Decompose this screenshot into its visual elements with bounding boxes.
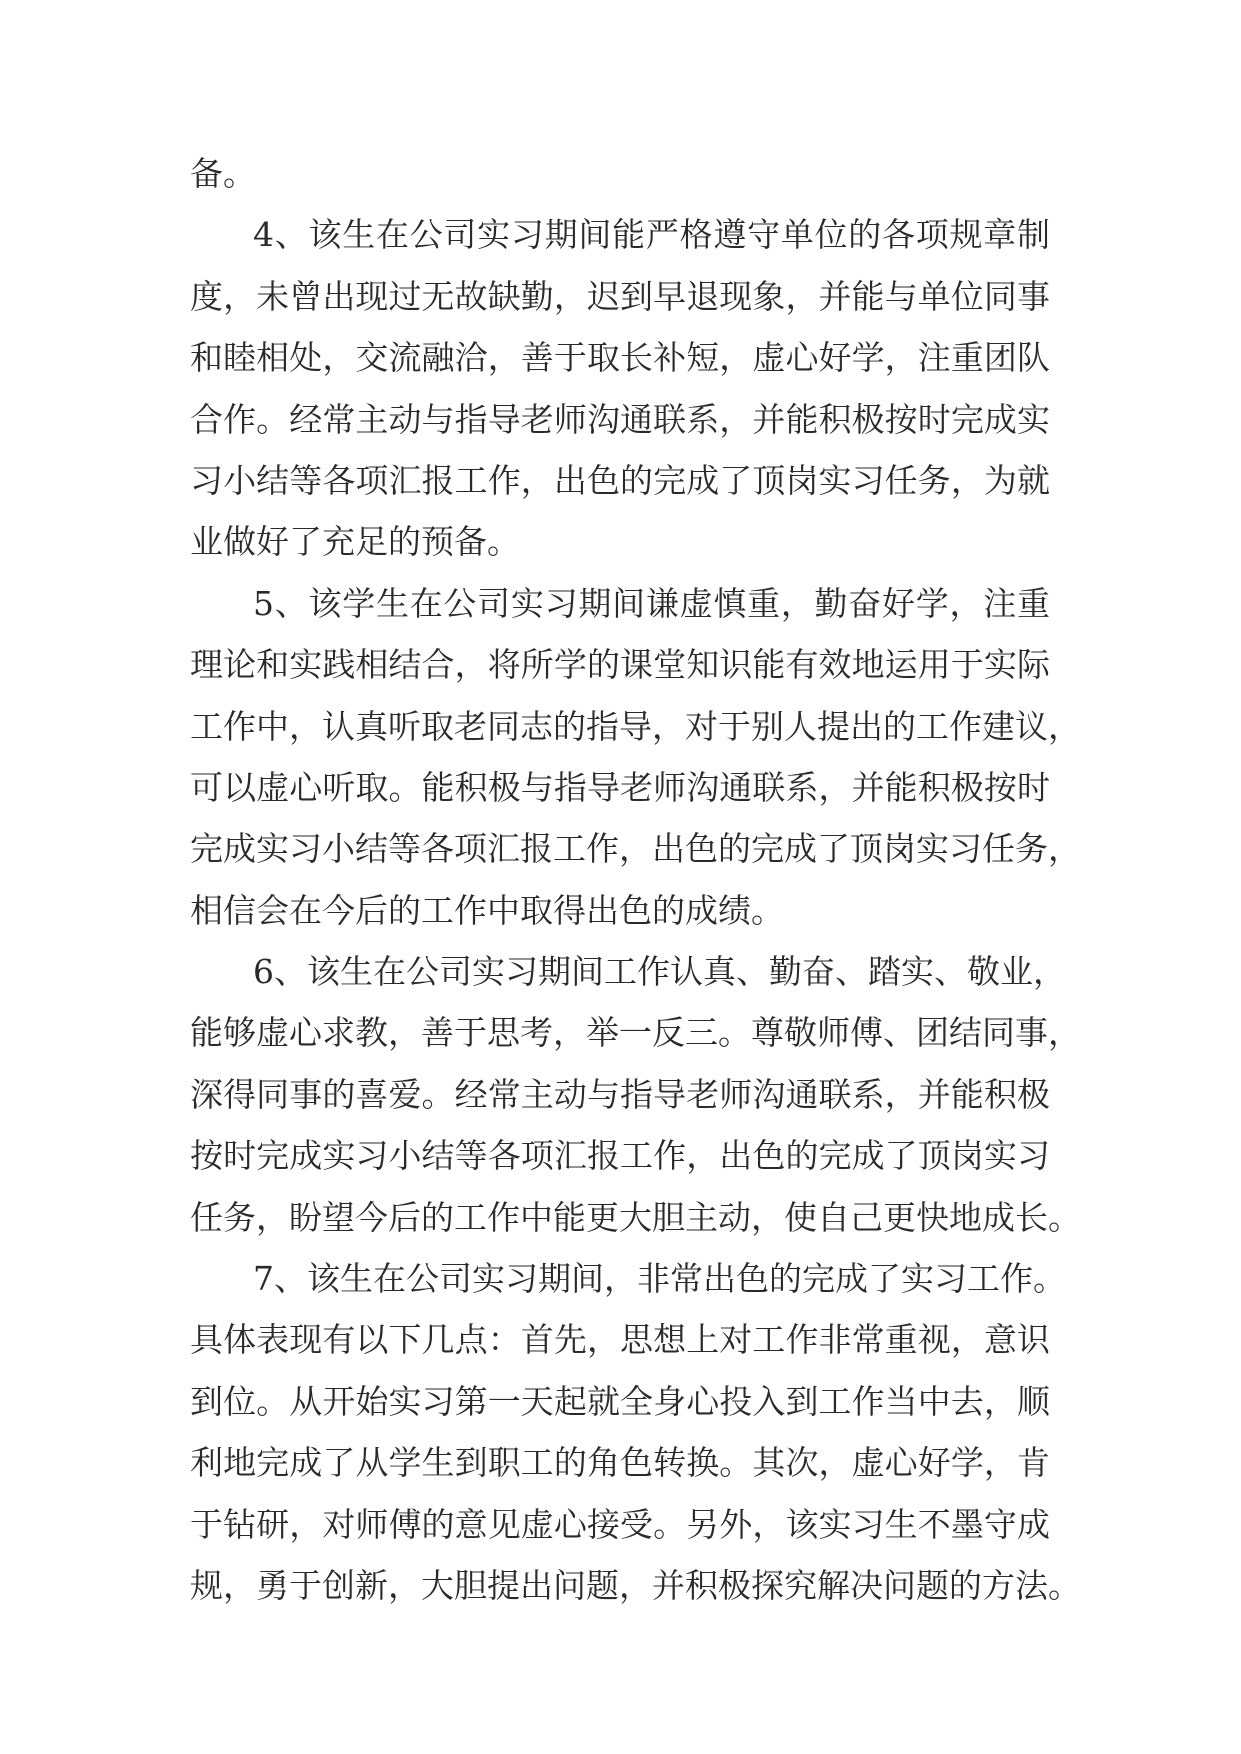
text-line: 合作。经常主动与指导老师沟通联系，并能积极按时完成实 — [190, 399, 1050, 439]
document-body — [190, 143, 1081, 1616]
text-line: 习小结等各项汇报工作，出色的完成了顶岗实习任务，为就 — [190, 460, 1050, 500]
paragraph-4-start: 4、该生在公司实习期间能严格遵守单位的各项规章制 — [253, 215, 1050, 255]
text-line: 深得同事的喜爱。经常主动与指导老师沟通联系，并能积极 — [190, 1074, 1050, 1114]
text-line: 可以虚心听取。能积极与指导老师沟通联系，并能积极按时 — [190, 767, 1050, 807]
text-line: 工作中，认真听取老同志的指导，对于别人提出的工作建议， — [190, 706, 1081, 746]
text-line: 于钻研，对师傅的意见虚心接受。另外，该实习生不墨守成 — [190, 1504, 1050, 1544]
text-line: 完成实习小结等各项汇报工作，出色的完成了顶岗实习任务， — [190, 829, 1081, 869]
paragraph-5-start: 5、该学生在公司实习期间谦虚慎重，勤奋好学，注重 — [253, 583, 1050, 623]
text-line: 规，勇于创新，大胆提出问题，并积极探究解决问题的方法。 — [190, 1565, 1081, 1605]
text-line: 度，未曾出现过无故缺勤，迟到早退现象，并能与单位同事 — [190, 276, 1050, 316]
text-line: 和睦相处，交流融洽，善于取长补短，虚心好学，注重团队 — [190, 338, 1050, 378]
text-line: 具体表现有以下几点：首先，思想上对工作非常重视，意识 — [190, 1320, 1050, 1360]
text-line: 到位。从开始实习第一天起就全身心投入到工作当中去，顺 — [190, 1381, 1050, 1421]
text-line: 理论和实践相结合，将所学的课堂知识能有效地运用于实际 — [190, 645, 1050, 685]
paragraph-6-start: 6、该生在公司实习期间工作认真、勤奋、踏实、敬业， — [253, 952, 1066, 992]
text-line: 能够虚心求教，善于思考，举一反三。尊敬师傅、团结同事， — [190, 1013, 1081, 1053]
text-line: 利地完成了从学生到职工的角色转换。其次，虚心好学，肯 — [190, 1443, 1050, 1483]
text-line: 按时完成实习小结等各项汇报工作，出色的完成了顶岗实习 — [190, 1136, 1050, 1176]
paragraph-7-start: 7、该生在公司实习期间，非常出色的完成了实习工作。 — [253, 1259, 1066, 1299]
text-line: 相信会在今后的工作中取得出色的成绩。 — [190, 890, 784, 930]
text-line: 备。 — [190, 154, 256, 193]
text-line: 任务，盼望今后的工作中能更大胆主动，使自己更快地成长。 — [190, 1197, 1081, 1237]
text-line: 业做好了充足的预备。 — [190, 522, 520, 562]
